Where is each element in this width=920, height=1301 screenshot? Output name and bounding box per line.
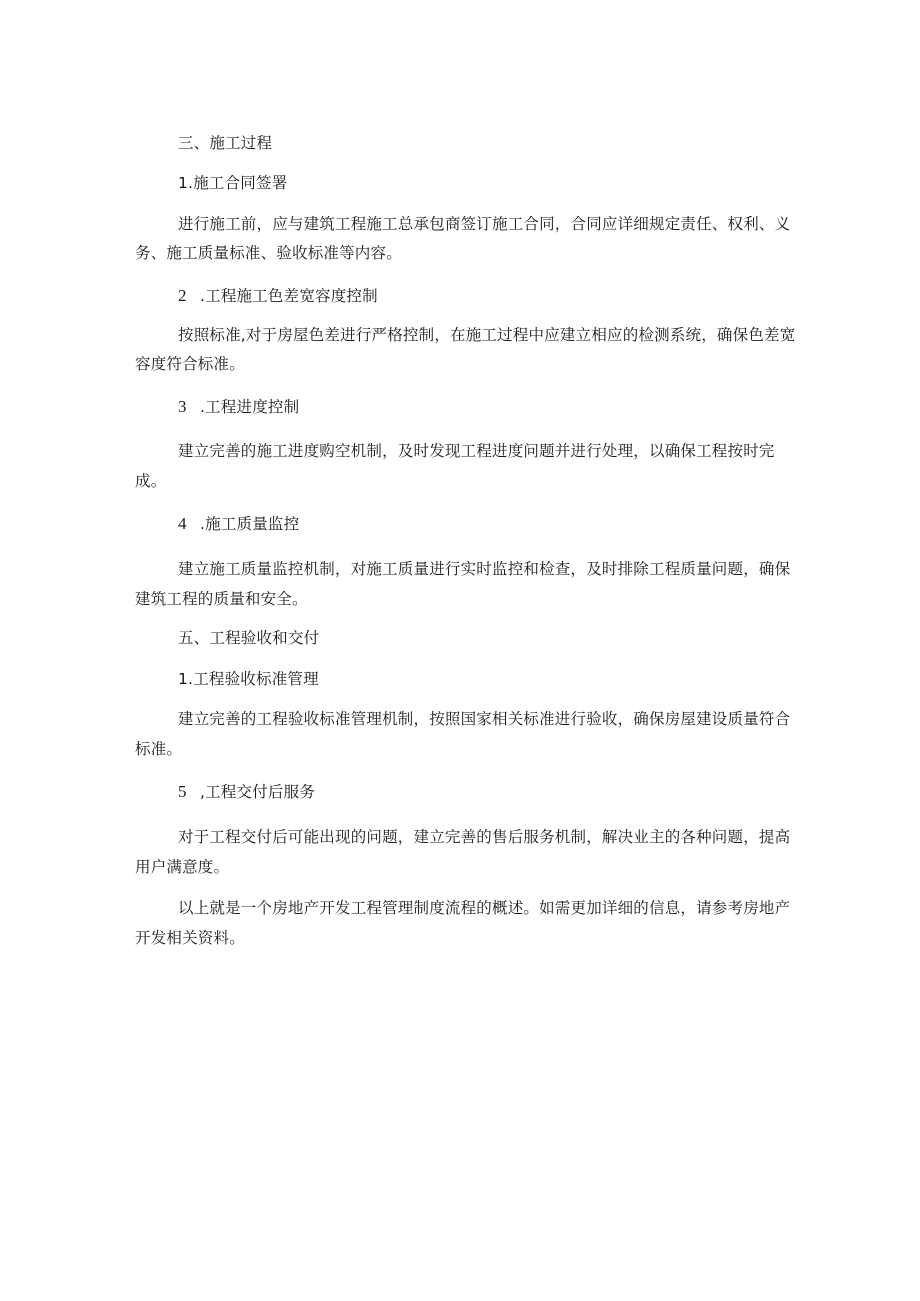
section-heading-acceptance-delivery: 五、工程验收和交付 [178, 629, 320, 647]
numbered-heading-after-delivery-service [178, 776, 315, 808]
paragraph-color-line-2: 容度符合标准。 [135, 355, 245, 373]
numbered-heading-progress-control [178, 391, 299, 423]
item-number: 3 [178, 397, 187, 416]
paragraph-color-line-1: 按照标准,对于房屋色差进行严格控制，在施工过程中应建立相应的检测系统，确保色差宽 [178, 326, 796, 344]
numbered-heading-color-tolerance [178, 280, 378, 312]
paragraph-progress-line-2: 成。 [135, 472, 167, 490]
paragraph-contract-line-2: 务、施工质量标准、验收标准等内容。 [135, 244, 402, 262]
paragraph-summary-line-1: 以上就是一个房地产开发工程管理制度流程的概述。如需更加详细的信息，请参考房地产 [178, 899, 791, 917]
item-number: 2 [178, 286, 187, 305]
paragraph-progress-line-1: 建立完善的施工进度购空机制，及时发现工程进度问题并进行处理，以确保工程按时完 [178, 442, 775, 460]
paragraph-acceptance-line-1: 建立完善的工程验收标准管理机制，按照国家相关标准进行验收，确保房屋建设质量符合 [178, 710, 791, 728]
paragraph-service-line-1: 对于工程交付后可能出现的问题，建立完善的售后服务机制，解决业主的各种问题，提高 [178, 828, 791, 846]
subheading-acceptance-standards: 1.工程验收标准管理 [178, 670, 319, 688]
section-heading-construction-process: 三、施工过程 [178, 134, 273, 152]
paragraph-summary-line-2: 开发相关资料。 [135, 929, 245, 947]
numbered-heading-quality-monitoring [178, 508, 299, 540]
item-number: 4 [178, 514, 187, 533]
paragraph-service-line-2: 用户满意度。 [135, 858, 230, 876]
subheading-contract-signing: 1.施工合同签署 [178, 174, 288, 192]
item-title: .施工质量监控 [200, 515, 300, 533]
item-title: ,工程交付后服务 [200, 783, 316, 801]
paragraph-acceptance-line-2: 标准。 [135, 740, 183, 758]
paragraph-contract-line-1: 进行施工前，应与建筑工程施工总承包商签订施工合同，合同应详细规定责任、权利、义 [178, 215, 791, 233]
item-title: .工程施工色差宽容度控制 [200, 287, 378, 305]
item-number: 5 [178, 782, 187, 801]
item-title: .工程进度控制 [200, 398, 300, 416]
paragraph-quality-line-2: 建筑工程的质量和安全。 [135, 590, 308, 608]
paragraph-quality-line-1: 建立施工质量监控机制，对施工质量进行实时监控和检查，及时排除工程质量问题，确保 [178, 560, 791, 578]
